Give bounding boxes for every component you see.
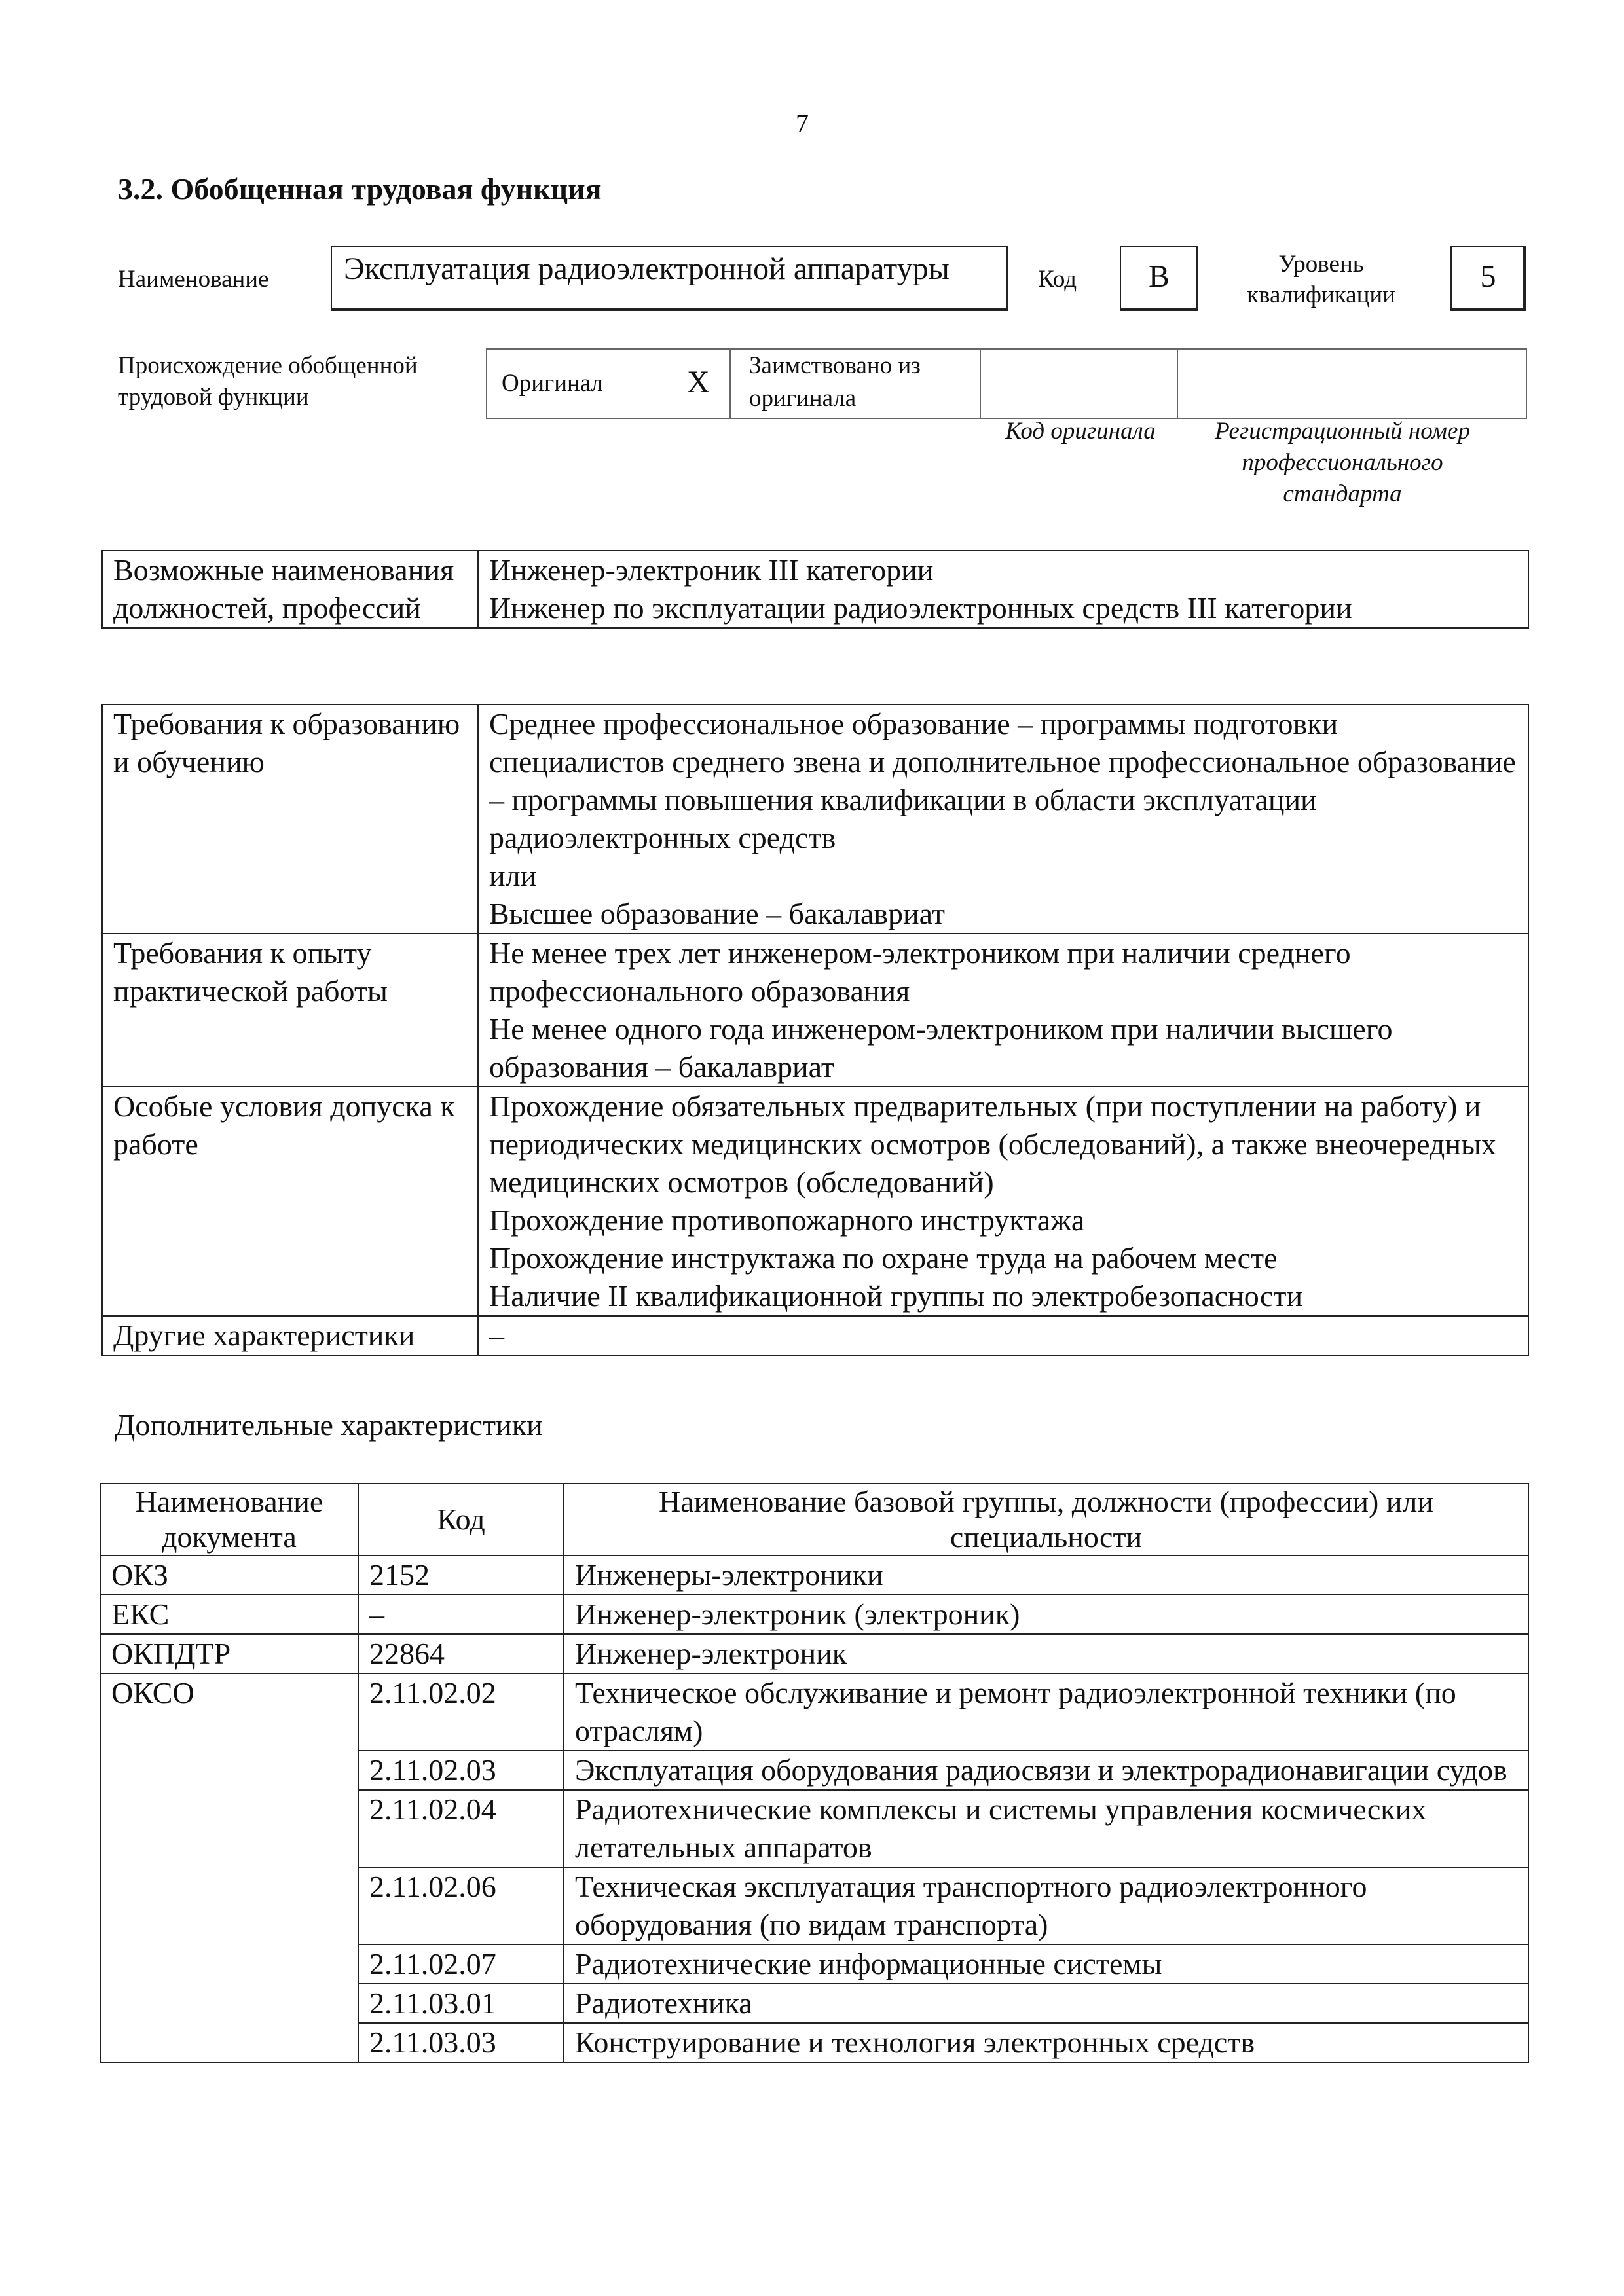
requirement-line: Прохождение обязательных предварительных (при поступлении на работу) и периодических медицинских осмотров (обследований), а также внеочередных медицинских осмотров (обследований) <box>489 1089 1496 1199</box>
name-label: Наименование <box>118 266 269 293</box>
requirements-table <box>101 704 1529 1356</box>
name-cell: Техническое обслуживание и ремонт радиоэлектронной техники (по отраслям) <box>564 1673 1528 1751</box>
requirement-row-experience <box>102 934 1528 1087</box>
requirement-values <box>478 1316 1528 1355</box>
requirement-row-education <box>102 704 1528 934</box>
level-value-box <box>1450 246 1526 311</box>
requirement-row-conditions <box>102 1087 1528 1316</box>
requirement-line: Не менее одного года инженером-электроником при наличии высшего образования – бакалавриат <box>489 1012 1393 1084</box>
code-cell: – <box>358 1595 564 1634</box>
name-cell: Техническая эксплуатация транспортного радиоэлектронного оборудования (по видам транспорта) <box>564 1867 1528 1944</box>
table-row <box>100 1556 1528 1595</box>
code-cell: 2.11.02.06 <box>358 1867 564 1944</box>
code-cell: 2.11.02.03 <box>358 1751 564 1790</box>
positions-label: Возможные наименования должностей, профессий <box>102 551 478 628</box>
column-header: Наименование базовой группы, должности (профессии) или специальности <box>564 1484 1528 1556</box>
requirement-values <box>478 704 1528 934</box>
requirement-line: Не менее трех лет инженером-электроником при наличии среднего профессионального образования <box>489 936 1351 1008</box>
requirement-values <box>478 934 1528 1087</box>
code-cell: 2152 <box>358 1556 564 1595</box>
code-cell: 2.11.02.02 <box>358 1673 564 1751</box>
table-row <box>100 1595 1528 1634</box>
additional-heading: Дополнительные характеристики <box>115 1408 543 1442</box>
positions-values <box>478 551 1528 628</box>
name-cell: Радиотехника <box>564 1984 1528 2023</box>
name-cell: Радиотехнические комплексы и системы управления космических летательных аппаратов <box>564 1790 1528 1867</box>
doc-cell: ОКСО <box>100 1673 358 2062</box>
table-row <box>100 1673 1528 1751</box>
name-cell: Инженеры-электроники <box>564 1556 1528 1595</box>
requirement-label: Требования к образованию и обучению <box>102 704 478 934</box>
requirement-label: Особые условия допуска к работе <box>102 1087 478 1316</box>
code-label: Код <box>1038 266 1077 293</box>
code-value-box <box>1120 246 1198 311</box>
requirement-row-other <box>102 1316 1528 1355</box>
requirement-line: или <box>489 859 537 892</box>
requirement-line: Среднее профессиональное образование – программы подготовки специалистов среднего звена и дополнительное профессиональное образование – программы повышения квалификации в области эксплуатации радиоэлектронных средств <box>489 707 1516 854</box>
name-cell: Конструирование и технология электронных средств <box>564 2023 1528 2062</box>
name-cell: Радиотехнические информационные системы <box>564 1944 1528 1984</box>
column-header: Наименование документа <box>100 1484 358 1556</box>
requirement-line: Высшее образование – бакалавриат <box>489 897 945 930</box>
page-number: 7 <box>796 109 809 138</box>
requirement-line: – <box>489 1319 504 1352</box>
requirement-line: Прохождение инструктажа по охране труда на рабочем месте <box>489 1241 1278 1275</box>
borrowed-label: Заимствовано из оригинала <box>749 352 921 412</box>
doc-cell: ЕКС <box>100 1595 358 1634</box>
code-cell: 2.11.03.01 <box>358 1984 564 2023</box>
doc-cell: ОКЗ <box>100 1556 358 1595</box>
code-original-caption: Код оригинала <box>1005 418 1156 445</box>
additional-table <box>100 1483 1529 2063</box>
original-label: Оригинал <box>502 370 604 397</box>
position-line: Инженер по эксплуатации радиоэлектронных средств III категории <box>489 591 1352 625</box>
table-row <box>100 1634 1528 1673</box>
name-value-box <box>331 246 1008 311</box>
requirement-label: Другие характеристики <box>102 1316 478 1355</box>
positions-row <box>102 551 1528 628</box>
code-cell: 22864 <box>358 1634 564 1673</box>
reg-number-caption: Регистрационный номер профессионального стандарта <box>1215 418 1470 507</box>
additional-header-row <box>100 1484 1528 1556</box>
position-line: Инженер-электроник III категории <box>489 553 934 587</box>
origin-table <box>486 348 1527 419</box>
section-title: 3.2. Обобщенная трудовая функция <box>118 172 602 206</box>
level-value: 5 <box>1480 259 1496 294</box>
requirement-label: Требования к опыту практической работы <box>102 934 478 1087</box>
requirement-values <box>478 1087 1528 1316</box>
name-value: Эксплуатация радиоэлектронной аппаратуры <box>344 251 950 286</box>
name-cell: Эксплуатация оборудования радиосвязи и электрорадионавигации судов <box>564 1751 1528 1790</box>
code-value: B <box>1148 259 1170 294</box>
code-cell: 2.11.03.03 <box>358 2023 564 2062</box>
name-cell: Инженер-электроник (электроник) <box>564 1595 1528 1634</box>
doc-cell: ОКПДТР <box>100 1634 358 1673</box>
positions-table <box>101 550 1529 629</box>
column-header: Код <box>358 1484 564 1556</box>
name-cell: Инженер-электроник <box>564 1634 1528 1673</box>
requirement-line: Наличие II квалификационной группы по электробезопасности <box>489 1279 1303 1313</box>
code-cell: 2.11.02.07 <box>358 1944 564 1984</box>
original-mark: X <box>687 365 710 399</box>
requirement-line: Прохождение противопожарного инструктажа <box>489 1203 1085 1237</box>
origin-label: Происхождение обобщенной трудовой функции <box>118 352 418 410</box>
code-cell: 2.11.02.04 <box>358 1790 564 1867</box>
level-label: Уровень квалификации <box>1247 251 1395 308</box>
